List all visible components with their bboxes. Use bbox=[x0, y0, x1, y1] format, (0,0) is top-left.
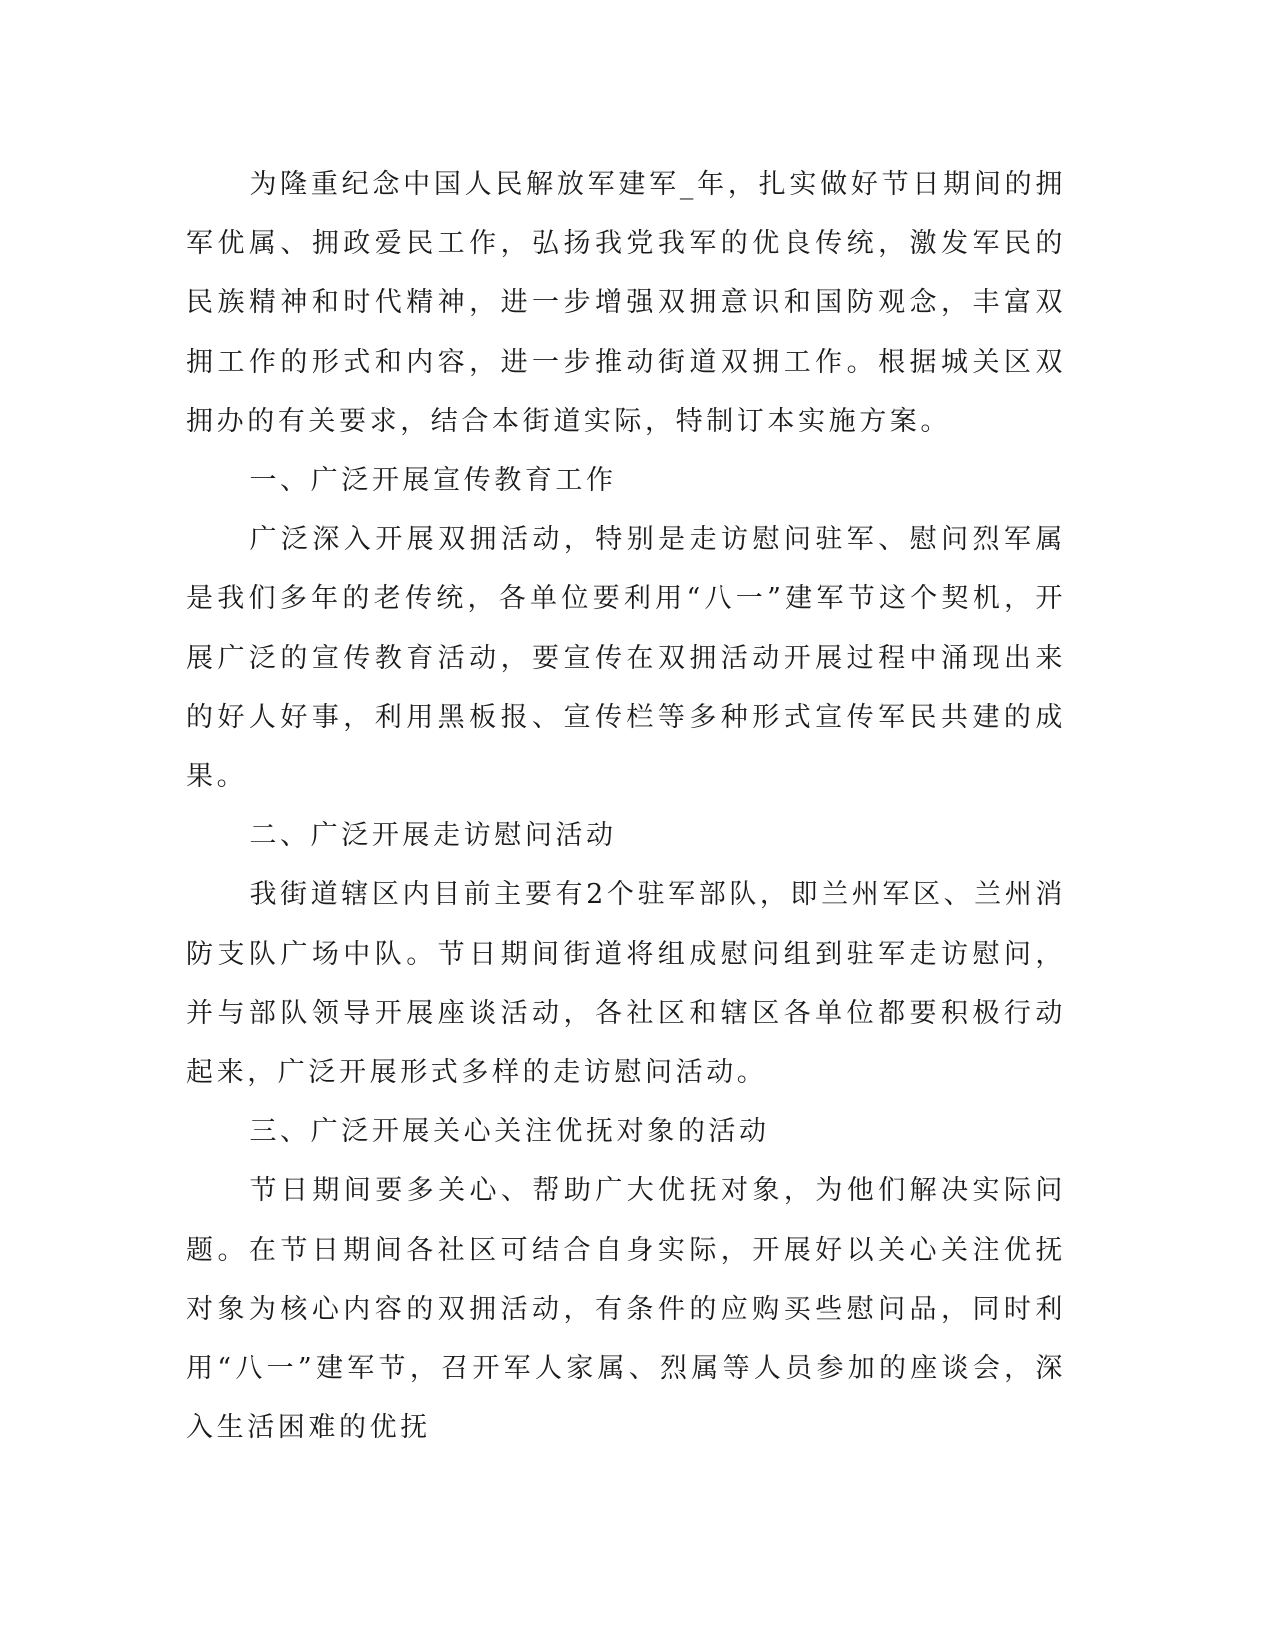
section-1-paragraph: 广泛深入开展双拥活动，特别是走访慰问驻军、慰问烈军属是我们多年的老传统，各单位要利用“八一”建军节这个契机，开展广泛的宣传教育活动，要宣传在双拥活动开展过程中涌现出来的好人好事，利用黑板报、宣传栏等多种形式宣传军民共建的成果。 bbox=[186, 524, 1066, 793]
section-heading-2: 二、广泛开展走访慰问活动 bbox=[249, 820, 617, 852]
section-2-paragraph: 我街道辖区内目前主要有2个驻军部队，即兰州军区、兰州消防支队广场中队。节日期间街道将组成慰问组到驻军走访慰问，并与部队领导开展座谈活动，各社区和辖区各单位都要积极行动起来，广泛开展形式多样的走访慰问活动。 bbox=[186, 879, 1066, 1089]
section-heading-1: 一、广泛开展宣传教育工作 bbox=[249, 465, 617, 497]
document-body bbox=[186, 155, 1066, 1457]
section-3-paragraph: 节日期间要多关心、帮助广大优抚对象，为他们解决实际问题。在节日期间各社区可结合自身实际，开展好以关心关注优抚对象为核心内容的双拥活动，有条件的应购买些慰问品，同时利用“八一”建军节，召开军人家属、烈属等人员参加的座谈会，深入生活困难的优抚 bbox=[186, 1175, 1066, 1444]
section-heading-3: 三、广泛开展关心关注优抚对象的活动 bbox=[249, 1116, 770, 1148]
intro-paragraph: 为隆重纪念中国人民解放军建军_年，扎实做好节日期间的拥军优属、拥政爱民工作，弘扬我党我军的优良传统，激发军民的民族精神和时代精神，进一步增强双拥意识和国防观念，丰富双拥工作的形式和内容，进一步推动街道双拥工作。根据城关区双拥办的有关要求，结合本街道实际，特制订本实施方案。 bbox=[186, 169, 1066, 437]
